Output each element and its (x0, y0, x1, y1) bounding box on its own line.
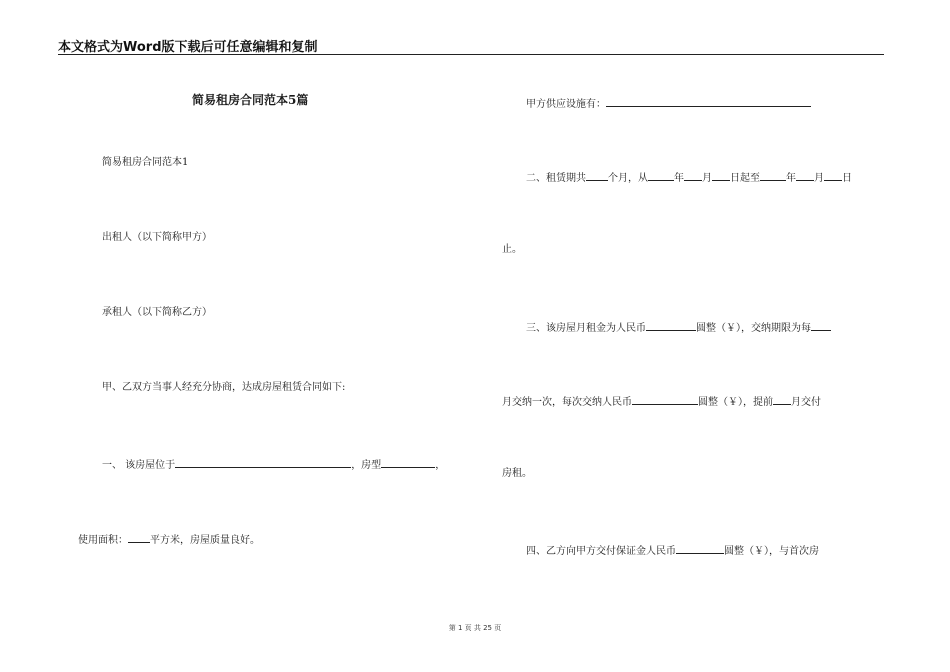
facilities-label: 甲方供应设施有： (526, 99, 606, 110)
rent2-advance: 圆整（￥），提前 (698, 397, 773, 408)
clause-1-line (102, 457, 445, 472)
rent-line-3: 房租。 (502, 468, 532, 479)
roomtype-blank (381, 457, 435, 468)
header-text: 本文格式为Word版下载后可任意编辑和复制 (58, 40, 318, 55)
end-day-blank (824, 170, 842, 181)
clause-1-prefix: 一、 该房屋位于 (102, 460, 176, 471)
payment-amount-blank (632, 394, 698, 405)
area-line (78, 532, 260, 547)
rent2-prefix: 月交纳一次，每次交纳人民币 (502, 397, 632, 408)
area-prefix: 使用面积： (78, 535, 128, 546)
rent-amount-blank (646, 320, 696, 331)
term-end-line: 止。 (502, 244, 522, 255)
lessee-line: 承租人（以下简称乙方） (102, 307, 212, 318)
clause-1-roomtype: ，房型 (351, 460, 382, 471)
rent-line-2 (502, 394, 821, 409)
facilities-line (526, 96, 811, 111)
subtitle: 简易租房合同范本1 (102, 157, 189, 168)
term-month-1: 月 (702, 173, 712, 184)
term-from: 个月，从 (608, 173, 648, 184)
lessor-line: 出租人（以下简称甲方） (102, 232, 212, 243)
term-to: 日起至 (730, 173, 760, 184)
end-month-blank (796, 170, 814, 181)
term-prefix: 二、租赁期共 (526, 173, 586, 184)
agreement-line: 甲、乙双方当事人经充分协商，达成房屋租赁合同如下: (102, 382, 346, 393)
rent2-suffix: 月交付 (791, 397, 821, 408)
deposit-line (526, 543, 819, 558)
deposit-prefix: 四、乙方向甲方交付保证金人民币 (526, 546, 676, 557)
deposit-suffix: 圆整（￥），与首次房 (724, 546, 819, 557)
rent-line (526, 320, 831, 335)
advance-months-blank (773, 394, 791, 405)
term-line (526, 170, 852, 185)
deposit-amount-blank (676, 543, 724, 554)
rent-period-blank (811, 320, 831, 331)
term-month-2: 月 (814, 173, 824, 184)
area-blank (128, 532, 150, 543)
address-blank (175, 457, 351, 468)
term-year-1: 年 (674, 173, 684, 184)
end-year-blank (760, 170, 786, 181)
page-header (58, 36, 884, 55)
months-blank (586, 170, 608, 181)
area-suffix: 平方米，房屋质量良好。 (150, 535, 260, 546)
facilities-blank (606, 96, 811, 107)
start-year-blank (648, 170, 674, 181)
start-day-blank (712, 170, 730, 181)
rent-period: 圆整（￥），交纳期限为每 (696, 323, 811, 334)
start-month-blank (684, 170, 702, 181)
rent-prefix: 三、该房屋月租金为人民币 (526, 323, 646, 334)
document-title: 简易租房合同范本5篇 (192, 93, 309, 107)
term-year-2: 年 (786, 173, 796, 184)
clause-1-comma: ， (435, 460, 446, 471)
term-day-2: 日 (842, 173, 852, 184)
page-footer: 第 1 页 共 25 页 (448, 624, 502, 632)
